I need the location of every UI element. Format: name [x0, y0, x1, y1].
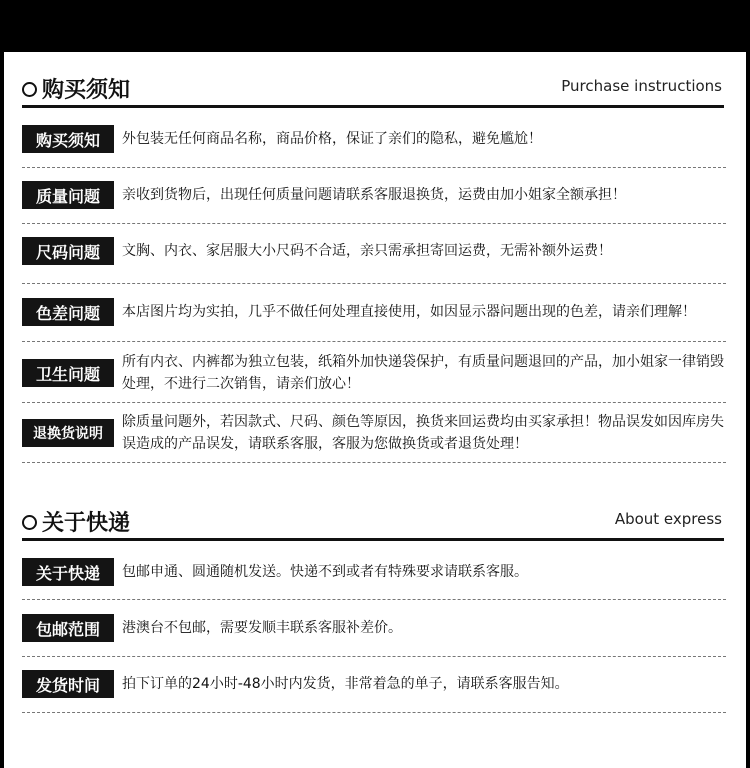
row-label: 包邮范围: [22, 614, 114, 642]
purchase-section-header: [22, 71, 724, 108]
circle-icon: [22, 82, 37, 97]
row-label: 关于快递: [22, 558, 114, 586]
express-title-text: 关于快递: [42, 510, 131, 536]
row-label: 发货时间: [22, 670, 114, 698]
row-label: 尺码问题: [22, 237, 114, 265]
express-title-en: About express: [614, 510, 722, 528]
row-text: 本店图片均为实拍，几乎不做任何处理直接使用，如因显示器问题出现的色差，请亲们理解！: [122, 304, 696, 320]
row-text: 拍下订单的24小时-48小时内发货，非常着急的单子，请联系客服告知。: [122, 676, 569, 692]
purchase-title-text: 购买须知: [42, 77, 131, 103]
row-text: 包邮申通、圆通随机发送。快递不到或者有特殊要求请联系客服。: [122, 564, 528, 580]
row-text: 外包装无任何商品名称，商品价格，保证了亲们的隐私，避免尴尬！: [122, 131, 542, 147]
row-text: 除质量问题外，若因款式、尺码、颜色等原因，换货来回运费均由买家承担！物品误发如因库房失误造成的产品误发，请联系客服，客服为您做换货或者退货处理！: [122, 414, 724, 452]
row-label: 退换货说明: [22, 419, 114, 447]
dotted-divider: [22, 712, 726, 713]
express-section-header: [22, 504, 724, 541]
dotted-divider: [22, 656, 726, 657]
purchase-section-title: [22, 71, 130, 105]
dotted-divider: [22, 402, 726, 403]
dotted-divider: [22, 167, 726, 168]
row-label: 卫生问题: [22, 359, 114, 387]
dotted-divider: [22, 462, 726, 463]
express-section-title: [22, 504, 130, 538]
row-label: 质量问题: [22, 181, 114, 209]
row-text: 亲收到货物后，出现任何质量问题请联系客服退换货，运费由加小姐家全额承担！: [122, 187, 626, 203]
purchase-title-en: Purchase instructions: [561, 77, 722, 95]
row-text: 港澳台不包邮，需要发顺丰联系客服补差价。: [122, 620, 402, 636]
dotted-divider: [22, 341, 726, 342]
circle-icon: [22, 515, 37, 530]
dotted-divider: [22, 599, 726, 600]
row-label: 购买须知: [22, 125, 114, 153]
dotted-divider: [22, 223, 726, 224]
info-panel: [4, 52, 746, 768]
row-label: 色差问题: [22, 298, 114, 326]
row-text: 文胸、内衣、家居服大小尺码不合适，亲只需承担寄回运费，无需补额外运费！: [122, 243, 612, 259]
row-text: 所有内衣、内裤都为独立包装，纸箱外加快递袋保护，有质量问题退回的产品，加小姐家一律销毁处理，不进行二次销售，请亲们放心！: [122, 354, 724, 392]
dotted-divider: [22, 283, 726, 284]
